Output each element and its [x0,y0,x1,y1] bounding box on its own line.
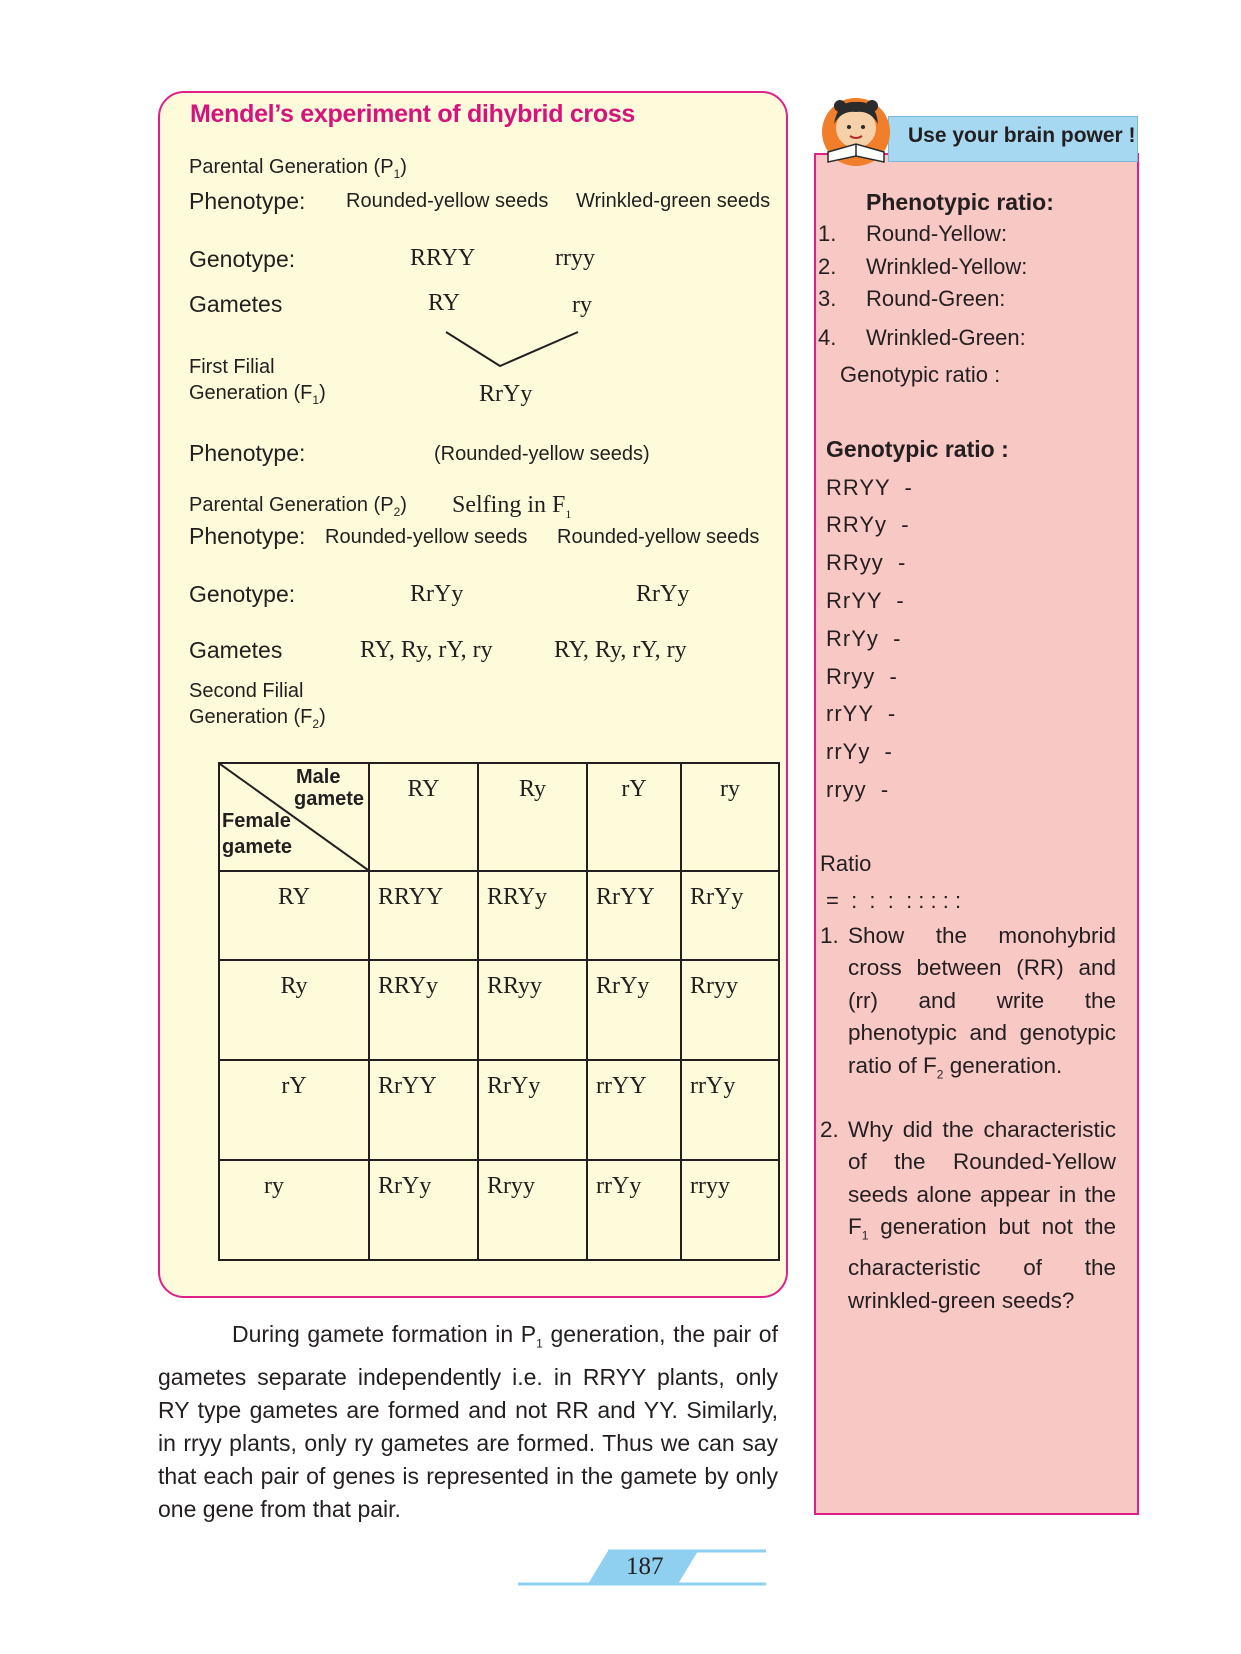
list-item: RrYy - [826,626,902,651]
row-header: Ry [219,960,369,1060]
table-row [219,871,779,960]
p1-phenotype-b: Wrinkled-green seeds [576,190,771,212]
table-cell: RrYY [587,871,681,960]
list-item-number: 3. [818,286,837,311]
table-row [219,960,779,1060]
table-cell: RrYY [369,1060,478,1160]
brain-power-title: Use your brain power ! [908,124,1136,147]
list-item: RRyy - [826,550,907,575]
p2-phenotype-label: Phenotype: [189,523,306,549]
table-cell: rryy [681,1160,779,1260]
table-cell: rrYy [681,1060,779,1160]
genotypic-ratio-title: Genotypic ratio : [826,436,1009,462]
p1-gamete-a: RY [428,290,461,316]
list-item: Round-Green: [866,286,1006,311]
table-cell: rrYY [587,1060,681,1160]
p1-genotype-label: Genotype: [189,246,296,272]
list-item: Round-Yellow: [866,221,1008,246]
p1-phenotype-a: Rounded-yellow seeds [346,190,549,212]
table-cell: Rryy [681,960,779,1060]
punnett-header-row [219,763,779,871]
table-cell: Rryy [478,1160,587,1260]
p1-gametes-label: Gametes [189,291,283,317]
experiment-title: Mendel’s experiment of dihybrid cross [190,100,636,128]
p1-phenotype-label: Phenotype: [189,188,306,214]
male-gamete-label: Male gamete [294,766,365,810]
row-header: rY [219,1060,369,1160]
p2-gametes-label: Gametes [189,637,283,663]
p2-label: Parental Generation $(P_2)$ [189,494,407,519]
f2-label-line1: Second Filial [189,680,304,702]
f1-label-line2: Generation $(F_1)$ [189,382,326,407]
table-cell: RRYY [369,871,478,960]
p1-gamete-b: ry [572,292,592,318]
p2-gametes-b: RY, Ry, rY, ry [554,637,687,663]
selfing-label: Selfing in $F_1$ [452,492,572,521]
table-cell: RRYy [369,960,478,1060]
col-header: ry [681,763,779,871]
p2-genotype-a: RrYy [410,581,464,607]
ratio-label: Ratio [820,851,872,876]
female-gamete-label: Female gamete [222,810,293,858]
f1-genotype: RrYy [479,381,533,407]
f1-phenotype: (Rounded-yellow seeds) [434,443,650,465]
question-number: 1. [820,923,839,948]
p2-phenotype-a: Rounded-yellow seeds [325,526,528,548]
list-item: rryy - [826,777,890,802]
row-header: RY [219,871,369,960]
question-1: Show the monohybrid cross between (RR) and (rr) and write the phenotypic and genotypic ratio of $F_2$ generation. [848,923,1116,1082]
page-number: 187 [626,1553,664,1580]
table-cell: RRYy [478,871,587,960]
table-cell: RrYy [587,960,681,1060]
list-item: Wrinkled-Yellow: [866,254,1028,279]
explanation-paragraph: During gamete formation in $P_1$ generation, the pair of gametes separate independently i.e. in RRYY plants, only RY type gametes are formed and not RR and YY. Similarly, in rryy plants, only ry gametes are formed. Thus we can say that each pair of genes is represented in the gamete by only one gene from that pair. [158,1321,778,1522]
list-item: rrYy - [826,739,893,764]
f2-label-line2: Generation $(F_2)$ [189,706,326,731]
table-cell: RRyy [478,960,587,1060]
p2-phenotype-b: Rounded-yellow seeds [557,526,760,548]
genotypic-ratio-inline: Genotypic ratio : [840,362,1001,387]
list-item-number: 1. [818,221,837,246]
col-header: rY [587,763,681,871]
col-header: Ry [478,763,587,871]
punnett-square [218,762,780,1261]
p2-genotype-label: Genotype: [189,581,296,607]
list-item: RRYY - [826,475,913,500]
list-item-number: 4. [818,325,837,350]
punnett-corner-cell [219,763,369,871]
p1-genotype-b: rryy [555,245,595,271]
f1-label-line1: First Filial [189,356,275,378]
girl-reading-icon [818,92,894,168]
question-2: Why did the characteristic of the Rounded-Yellow seeds alone appear in the $F_1$ generation but not the characteristic of the wrinkled-green seeds? [848,1117,1116,1313]
list-item: RRYy - [826,512,910,537]
list-item: RrYY - [826,588,905,613]
list-item-number: 2. [818,254,837,279]
table-cell: RrYy [478,1060,587,1160]
col-header: RY [369,763,478,871]
table-cell: RrYy [681,871,779,960]
cross-lines [440,326,590,371]
p1-label: Parental Generation $(P_1)$ [189,156,407,181]
list-item: Rryy - [826,664,898,689]
p1-genotype-a: RRYY [410,245,476,271]
list-item: rrYY - [826,701,897,726]
question-number: 2. [820,1117,839,1142]
list-item: Wrinkled-Green: [866,325,1026,350]
table-row [219,1160,779,1260]
p2-genotype-b: RrYy [636,581,690,607]
table-row [219,1060,779,1160]
ratio-line: = : : : : : : : : [826,888,962,913]
row-header: ry [219,1160,369,1260]
p2-gametes-a: RY, Ry, rY, ry [360,637,493,663]
phenotypic-ratio-title: Phenotypic ratio: [866,189,1054,215]
f1-phenotype-label: Phenotype: [189,440,306,466]
table-cell: RrYy [369,1160,478,1260]
table-cell: rrYy [587,1160,681,1260]
